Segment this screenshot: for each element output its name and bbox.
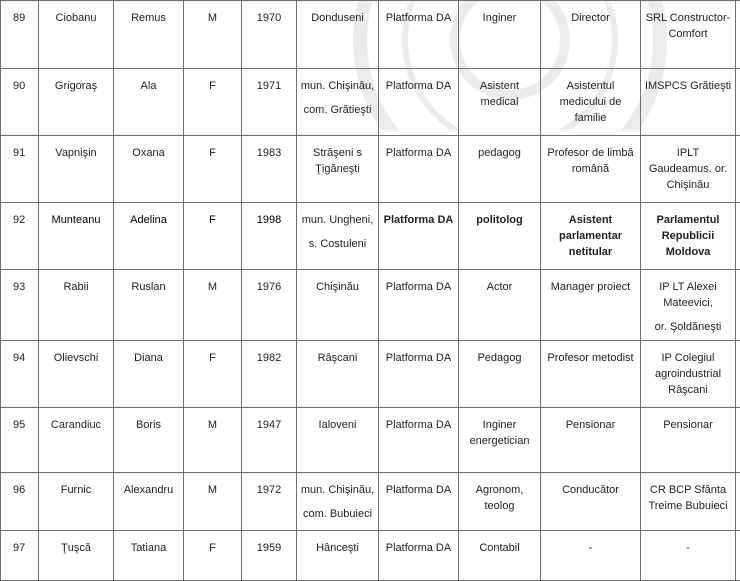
workplace-cell bbox=[641, 270, 736, 341]
workplace-cell: - bbox=[641, 531, 736, 581]
workplace-cell: CR BCP Sfânta Treime Bubuieci bbox=[641, 473, 736, 531]
profession-cell: Agronom, teolog bbox=[459, 473, 541, 531]
row-number: 94 bbox=[1, 341, 39, 408]
locality-line-1: Străşeni s Ţigăneşti bbox=[313, 147, 362, 175]
party-cell: Platforma DA bbox=[379, 473, 459, 531]
locality-line-2: com. Grătieşti bbox=[300, 102, 375, 118]
birth-year-cell: 1998 bbox=[242, 203, 297, 270]
table-body bbox=[1, 1, 740, 581]
table-row bbox=[1, 136, 740, 203]
last-name-cell: Ciobanu bbox=[39, 1, 114, 69]
workplace-cell: IMSPCS Grătieşti bbox=[641, 69, 736, 136]
first-name-cell: Ala bbox=[114, 69, 184, 136]
profession-cell: pedagog bbox=[459, 136, 541, 203]
last-name-cell: Furnic bbox=[39, 473, 114, 531]
workplace-cell: SRL Constructor-Comfort bbox=[641, 1, 736, 69]
party-cell: Platforma DA bbox=[379, 69, 459, 136]
gender-cell: F bbox=[184, 341, 242, 408]
party-cell: Platforma DA bbox=[379, 531, 459, 581]
party-cell: Platforma DA bbox=[379, 408, 459, 473]
workplace-line-1: IP LT Alexei Mateevici, bbox=[659, 281, 716, 309]
position-cell: - bbox=[541, 531, 641, 581]
gender-cell: M bbox=[184, 473, 242, 531]
profession-cell: politolog bbox=[459, 203, 541, 270]
row-number: 90 bbox=[1, 69, 39, 136]
profession-cell: Actor bbox=[459, 270, 541, 341]
position-cell: Profesor metodist bbox=[541, 341, 641, 408]
birth-year-cell: 1947 bbox=[242, 408, 297, 473]
party-cell: Platforma DA bbox=[379, 203, 459, 270]
profession-cell: Contabil bbox=[459, 531, 541, 581]
table-row bbox=[1, 1, 740, 69]
party-cell: Platforma DA bbox=[379, 1, 459, 69]
birth-year-cell: 1959 bbox=[242, 531, 297, 581]
table-row bbox=[1, 203, 740, 270]
table-row bbox=[1, 341, 740, 408]
last-name-cell: Grigoraş bbox=[39, 69, 114, 136]
gender-cell: F bbox=[184, 136, 242, 203]
locality-cell bbox=[297, 136, 379, 203]
workplace-cell: IPLT Gaudeamus. or. Chişinău bbox=[641, 136, 736, 203]
locality-line-1: Chişinău bbox=[316, 281, 359, 293]
extra-cell bbox=[736, 473, 740, 531]
row-number: 91 bbox=[1, 136, 39, 203]
party-cell: Platforma DA bbox=[379, 341, 459, 408]
gender-cell: F bbox=[184, 69, 242, 136]
position-cell: Manager proiect bbox=[541, 270, 641, 341]
locality-line-1: mun. Chişinău, bbox=[301, 484, 374, 496]
first-name-cell: Oxana bbox=[114, 136, 184, 203]
extra-cell bbox=[736, 270, 740, 341]
row-number: 92 bbox=[1, 203, 39, 270]
locality-line-1: mun. Ungheni, bbox=[302, 214, 374, 226]
last-name-cell: Munteanu bbox=[39, 203, 114, 270]
position-cell: Asistent parlamentar netitular bbox=[541, 203, 641, 270]
locality-line-1: Donduseni bbox=[311, 12, 364, 24]
row-number: 93 bbox=[1, 270, 39, 341]
position-cell: Director bbox=[541, 1, 641, 69]
row-number: 89 bbox=[1, 1, 39, 69]
extra-cell bbox=[736, 203, 740, 270]
gender-cell: F bbox=[184, 203, 242, 270]
position-cell: Profesor de limbă română bbox=[541, 136, 641, 203]
profession-cell: Inginer energetician bbox=[459, 408, 541, 473]
last-name-cell: Carandiuc bbox=[39, 408, 114, 473]
profession-cell: Pedagog bbox=[459, 341, 541, 408]
first-name-cell: Ruslan bbox=[114, 270, 184, 341]
extra-cell bbox=[736, 531, 740, 581]
table-row bbox=[1, 408, 740, 473]
locality-line-2: s. Costuleni bbox=[300, 236, 375, 252]
first-name-cell: Tatiana bbox=[114, 531, 184, 581]
birth-year-cell: 1970 bbox=[242, 1, 297, 69]
profession-cell: Asistent medical bbox=[459, 69, 541, 136]
row-number: 97 bbox=[1, 531, 39, 581]
position-cell: Conducător bbox=[541, 473, 641, 531]
row-number: 95 bbox=[1, 408, 39, 473]
workplace-cell: Pensionar bbox=[641, 408, 736, 473]
last-name-cell: Vapnişin bbox=[39, 136, 114, 203]
first-name-cell: Diana bbox=[114, 341, 184, 408]
birth-year-cell: 1976 bbox=[242, 270, 297, 341]
party-cell: Platforma DA bbox=[379, 136, 459, 203]
workplace-cell: IP Colegiul agroindustrial Râşcani bbox=[641, 341, 736, 408]
locality-cell bbox=[297, 203, 379, 270]
row-number: 96 bbox=[1, 473, 39, 531]
gender-cell: M bbox=[184, 1, 242, 69]
birth-year-cell: 1972 bbox=[242, 473, 297, 531]
extra-cell bbox=[736, 136, 740, 203]
first-name-cell: Boris bbox=[114, 408, 184, 473]
gender-cell: F bbox=[184, 531, 242, 581]
first-name-cell: Adelina bbox=[114, 203, 184, 270]
birth-year-cell: 1983 bbox=[242, 136, 297, 203]
workplace-cell: Parlamentul Republicii Moldova bbox=[641, 203, 736, 270]
extra-cell bbox=[736, 69, 740, 136]
table-row bbox=[1, 531, 740, 581]
locality-line-1: Hânceşti bbox=[316, 542, 359, 554]
gender-cell: M bbox=[184, 270, 242, 341]
locality-cell bbox=[297, 270, 379, 341]
locality-cell bbox=[297, 408, 379, 473]
locality-cell bbox=[297, 473, 379, 531]
last-name-cell: Rabii bbox=[39, 270, 114, 341]
locality-line-1: Ialoveni bbox=[319, 419, 357, 431]
workplace-line-2: or. Şoldăneşti bbox=[644, 319, 732, 335]
table-row bbox=[1, 473, 740, 531]
table-row bbox=[1, 270, 740, 341]
locality-line-1: mun. Chişinău, bbox=[301, 80, 374, 92]
extra-cell bbox=[736, 341, 740, 408]
locality-cell bbox=[297, 1, 379, 69]
table-row bbox=[1, 69, 740, 136]
position-cell: Pensionar bbox=[541, 408, 641, 473]
birth-year-cell: 1982 bbox=[242, 341, 297, 408]
extra-cell bbox=[736, 408, 740, 473]
first-name-cell: Alexandru bbox=[114, 473, 184, 531]
birth-year-cell: 1971 bbox=[242, 69, 297, 136]
first-name-cell: Remus bbox=[114, 1, 184, 69]
locality-cell bbox=[297, 69, 379, 136]
party-cell: Platforma DA bbox=[379, 270, 459, 341]
gender-cell: M bbox=[184, 408, 242, 473]
locality-cell bbox=[297, 341, 379, 408]
locality-line-2: com. Bubuieci bbox=[300, 506, 375, 522]
locality-cell bbox=[297, 531, 379, 581]
last-name-cell: Olievschi bbox=[39, 341, 114, 408]
last-name-cell: Ţuşcă bbox=[39, 531, 114, 581]
profession-cell: Inginer bbox=[459, 1, 541, 69]
locality-line-1: Râşcani bbox=[318, 352, 358, 364]
position-cell: Asistentul medicului de familie bbox=[541, 69, 641, 136]
extra-cell bbox=[736, 1, 740, 69]
